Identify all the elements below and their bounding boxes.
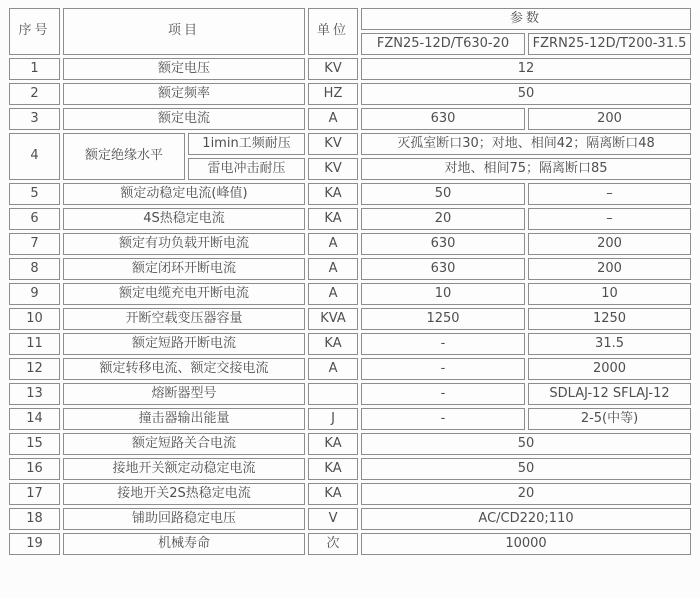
- header-item: 项目: [63, 8, 305, 55]
- value-cell-a: -: [361, 333, 525, 355]
- unit-cell: KVA: [308, 308, 358, 330]
- item-cell: 接地开关2S热稳定电流: [63, 483, 305, 505]
- table-row: [9, 108, 691, 130]
- row-no: 13: [9, 383, 60, 405]
- value-cell-b: SDLAJ-12 SFLAJ-12: [528, 383, 691, 405]
- item-cell: 额定电缆充电开断电流: [63, 283, 305, 305]
- value-cell-a: 630: [361, 108, 525, 130]
- table-row: [9, 133, 691, 155]
- item-cell: 额定短路关合电流: [63, 433, 305, 455]
- value-cell-b: –: [528, 208, 691, 230]
- header-model-a: FZN25-12D/T630-20: [361, 33, 525, 55]
- value-cell-span: 12: [361, 58, 691, 80]
- unit-cell: V: [308, 508, 358, 530]
- unit-cell: KA: [308, 183, 358, 205]
- item-cell: 铺助回路稳定电压: [63, 508, 305, 530]
- item-cell: 接地开关额定动稳定电流: [63, 458, 305, 480]
- value-cell-b: 200: [528, 233, 691, 255]
- unit-cell: A: [308, 283, 358, 305]
- unit-cell: KV: [308, 58, 358, 80]
- unit-cell: KA: [308, 483, 358, 505]
- value-cell-b: 10: [528, 283, 691, 305]
- unit-cell: A: [308, 108, 358, 130]
- value-cell-b: 200: [528, 108, 691, 130]
- value-cell-span: 对地、相间75；隔离断口85: [361, 158, 691, 180]
- value-cell-b: 31.5: [528, 333, 691, 355]
- unit-cell: KV: [308, 133, 358, 155]
- value-cell-span: 20: [361, 483, 691, 505]
- value-cell-span: 灭孤室断口30；对地、相间42；隔离断口48: [361, 133, 691, 155]
- value-cell-a: 50: [361, 183, 525, 205]
- row-no: 14: [9, 408, 60, 430]
- header-row-1: [9, 8, 691, 30]
- item-cell: 撞击器输出能量: [63, 408, 305, 430]
- unit-cell: KA: [308, 433, 358, 455]
- table-row: [9, 508, 691, 530]
- table-row: [9, 58, 691, 80]
- value-cell-a: -: [361, 408, 525, 430]
- table-row: [9, 358, 691, 380]
- unit-cell: [308, 383, 358, 405]
- spec-table: [6, 5, 694, 558]
- header-params: 参数: [361, 8, 691, 30]
- row-no: 7: [9, 233, 60, 255]
- value-cell-a: -: [361, 383, 525, 405]
- table-row: [9, 283, 691, 305]
- item-cell: 额定有功负载开断电流: [63, 233, 305, 255]
- item-cell: 4S热稳定电流: [63, 208, 305, 230]
- unit-cell: A: [308, 233, 358, 255]
- table-row: [9, 333, 691, 355]
- row-no: 18: [9, 508, 60, 530]
- value-cell-a: -: [361, 358, 525, 380]
- row-no: 9: [9, 283, 60, 305]
- table-row: [9, 233, 691, 255]
- value-cell-a: 10: [361, 283, 525, 305]
- unit-cell: A: [308, 258, 358, 280]
- value-cell-span: 50: [361, 83, 691, 105]
- value-cell-b: 1250: [528, 308, 691, 330]
- value-cell-a: 20: [361, 208, 525, 230]
- table-row: [9, 458, 691, 480]
- value-cell-span: 50: [361, 458, 691, 480]
- row-no: 3: [9, 108, 60, 130]
- row-no: 4: [9, 133, 60, 180]
- row-no: 15: [9, 433, 60, 455]
- header-model-b: FZRN25-12D/T200-31.5: [528, 33, 691, 55]
- row-no: 2: [9, 83, 60, 105]
- table-row: [9, 533, 691, 555]
- item-cell: 额定转移电流、额定交接电流: [63, 358, 305, 380]
- value-cell-a: 630: [361, 233, 525, 255]
- unit-cell: KA: [308, 208, 358, 230]
- row-no: 16: [9, 458, 60, 480]
- sub-item-cell: 1imin工频耐压: [188, 133, 305, 155]
- item-cell: 额定短路开断电流: [63, 333, 305, 355]
- row-no: 12: [9, 358, 60, 380]
- unit-cell: KV: [308, 158, 358, 180]
- value-cell-b: 200: [528, 258, 691, 280]
- value-cell-a: 1250: [361, 308, 525, 330]
- row-no: 17: [9, 483, 60, 505]
- table-row: [9, 408, 691, 430]
- table-row: [9, 383, 691, 405]
- value-cell-a: 630: [361, 258, 525, 280]
- unit-cell: HZ: [308, 83, 358, 105]
- item-cell: 额定电压: [63, 58, 305, 80]
- row-no: 1: [9, 58, 60, 80]
- value-cell-span: AC/CD220;110: [361, 508, 691, 530]
- item-cell: 额定闭环开断电流: [63, 258, 305, 280]
- item-cell: 额定动稳定电流(峰值): [63, 183, 305, 205]
- item-cell: 开断空载变压器容量: [63, 308, 305, 330]
- row-no: 5: [9, 183, 60, 205]
- item-cell: 熔断器型号: [63, 383, 305, 405]
- unit-cell: KA: [308, 333, 358, 355]
- table-row: [9, 183, 691, 205]
- value-cell-span: 50: [361, 433, 691, 455]
- sub-item-cell: 雷电冲击耐压: [188, 158, 305, 180]
- table-row: [9, 83, 691, 105]
- row-no: 19: [9, 533, 60, 555]
- table-row: [9, 433, 691, 455]
- unit-cell: A: [308, 358, 358, 380]
- value-cell-b: 2000: [528, 358, 691, 380]
- unit-cell: 次: [308, 533, 358, 555]
- item-cell: 额定电流: [63, 108, 305, 130]
- row-no: 11: [9, 333, 60, 355]
- value-cell-b: 2-5(中等): [528, 408, 691, 430]
- row-no: 6: [9, 208, 60, 230]
- row-no: 10: [9, 308, 60, 330]
- item-cell: 额定频率: [63, 83, 305, 105]
- header-unit: 单位: [308, 8, 358, 55]
- header-no: 序号: [9, 8, 60, 55]
- table-row: [9, 483, 691, 505]
- value-cell-b: –: [528, 183, 691, 205]
- table-row: [9, 258, 691, 280]
- value-cell-span: 10000: [361, 533, 691, 555]
- unit-cell: J: [308, 408, 358, 430]
- table-row: [9, 308, 691, 330]
- item-cell: 机械寿命: [63, 533, 305, 555]
- unit-cell: KA: [308, 458, 358, 480]
- item-cell: 额定绝缘水平: [63, 133, 185, 180]
- row-no: 8: [9, 258, 60, 280]
- table-row: [9, 208, 691, 230]
